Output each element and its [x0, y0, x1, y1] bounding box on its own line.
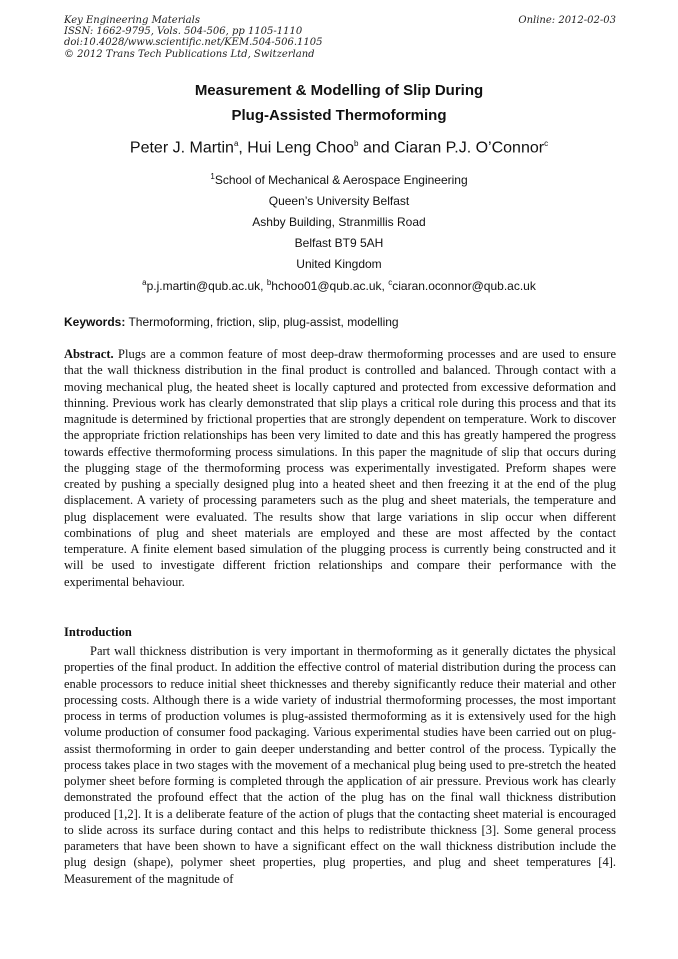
- introduction-paragraph: Part wall thickness distribution is very important in thermoforming as it generally dictates the physical properties of the final product. In addition the effective control of material distribution during the process can enable processors to reduce initial sheet thicknesses and thereby significantly reduce their material and other processing costs. Although there is a wide variety of industrial thermoforming processes, the most important process in terms of production volumes is plug-assisted thermoforming as it is extensively used for the high volume production of consumer food packaging. Various experimental studies have been carried out on plug-assist thermoforming in order to gain deeper understanding and better control of the process. Typically the process takes place in two stages with the movement of a mechanical plug being used to pre-stretch the heated polymer sheet before forming is completed through the application of air pressure. Previous work has clearly demonstrated the profound effect that the action of the plug has on the final wall thickness distribution produced [1,2]. It is a deliberate feature of the action of plugs that the contacting sheet material is encouraged to slide across its surface during contact and this helps to redistribute thickness [3]. Some general process parameters that have been shown to have a significant effect on the wall thickness distribution include the plug design (shape), polymer sheet properties, plug properties, and plug and sheet temperatures [4]. Measurement of the magnitude of: [64, 644, 616, 886]
- author-2-affiliation-mark: b: [354, 139, 359, 148]
- author-3: Ciaran P.J. O’Connor: [394, 139, 545, 157]
- email-b: hchoo01@qub.ac.uk,: [271, 279, 389, 293]
- abstract-label: Abstract.: [64, 347, 114, 361]
- author-1: Peter J. Martin: [129, 139, 234, 157]
- abstract-paragraph: [64, 346, 616, 590]
- copyright-line: © 2012 Trans Tech Publications Ltd, Switzerland: [64, 48, 315, 60]
- journal-name: Key Engineering Materials: [64, 15, 200, 26]
- author-2: Hui Leng Choo: [247, 139, 355, 157]
- author-list: [0, 139, 678, 157]
- abstract-text: Plugs are a common feature of most deep-draw thermoforming processes and are used to ensure that the wall thickness distribution in the final product is controlled and balanced. Through contact with a moving mechanical plug, the heated sheet is locally captured and protected from excessive deformation and thinning. Previous work has clearly demonstrated that slip plays a critical role during this process and that its magnitude is determined by frictional properties that are strongly dependent on temperature. Work to discover the appropriate friction relationships has been very limited to date and this has greatly hampered the progress towards effective thermoforming process simulations. In this paper the magnitude of slip that occurs during the plugging stage of the thermoforming process was experimentally investigated. Preform shapes were created by pushing a specially designed plug into a heated sheet and then freezing it at the end of the plug displacement. A variety of processing parameters such as the plug and sheet materials, the temperature and plug displacement were evaluated. The results show that large variations in slip occur when different combinations of plug and sheet materials are employed and these are most affected by the contact temperature. A finite element based simulation of the plugging process is currently being constructed and it will be used to investigate different friction relationships and compare their performance with the experimental behaviour.: [64, 347, 616, 589]
- doi-line: doi:10.4028/www.scientific.net/KEM.504-506.1105: [64, 37, 323, 49]
- affiliation-building: Ashby Building, Stranmillis Road: [252, 215, 426, 229]
- email-c-mark: c: [388, 278, 393, 287]
- affiliation-city: Belfast BT9 5AH: [294, 236, 384, 250]
- author-3-affiliation-mark: c: [544, 139, 549, 148]
- affiliation-university: Queen’s University Belfast: [268, 194, 410, 208]
- email-b-mark: b: [266, 278, 272, 287]
- email-c: ciaran.oconnor@qub.ac.uk: [392, 279, 536, 293]
- paper-title-line-2: Plug-Assisted Thermoforming: [231, 107, 447, 124]
- keywords-text: Thermoforming, friction, slip, plug-assist, modelling: [125, 315, 399, 329]
- affiliation-school: [0, 172, 678, 187]
- affiliation-mark: 1: [210, 172, 215, 181]
- email-a-mark: a: [142, 278, 147, 287]
- keywords-label: Keywords:: [64, 315, 126, 329]
- author-1-affiliation-mark: a: [233, 139, 239, 148]
- author-emails: [0, 278, 678, 293]
- author-separator-2: and: [362, 139, 395, 157]
- introduction-heading: Introduction: [64, 625, 132, 639]
- affiliation-country: United Kingdom: [296, 257, 382, 271]
- issn-line: ISSN: 1662-9795, Vols. 504-506, pp 1105-1110: [64, 26, 303, 38]
- publication-header: [64, 15, 616, 60]
- keywords-line: [64, 315, 616, 329]
- email-a: p.j.martin@qub.ac.uk,: [146, 279, 267, 293]
- author-separator-1: ,: [238, 139, 248, 157]
- school-name: School of Mechanical & Aerospace Engineering: [214, 173, 468, 187]
- paper-title-line-1: Measurement & Modelling of Slip During: [194, 82, 484, 99]
- online-date: Online: 2012-02-03: [518, 15, 616, 26]
